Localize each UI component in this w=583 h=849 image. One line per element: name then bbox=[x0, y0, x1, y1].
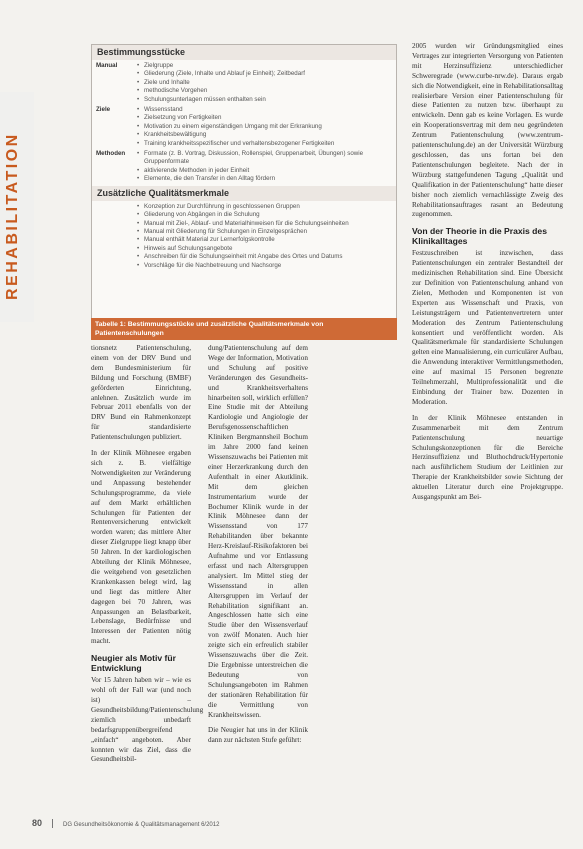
list-item: • Motivation zu einem eigenständigen Umgang mit der Erkrankung bbox=[136, 123, 392, 131]
list-item: • Schulungsunterlagen müssen enthalten sein bbox=[136, 96, 392, 104]
paragraph: Die Neugier hat uns in der Klinik dann zur nächsten Stufe geführt: bbox=[208, 726, 308, 745]
list-item: • Krankheitsbewältigung bbox=[136, 131, 392, 139]
list-item: • Zielsetzung von Fertigkeiten bbox=[136, 114, 392, 122]
row-spacer bbox=[96, 203, 136, 270]
list-item: • Manual mit Gliederung für Schulungen in Einzelgesprächen bbox=[136, 228, 392, 236]
subheading: Neugier als Motiv für Entwicklung bbox=[91, 653, 176, 674]
paragraph: Festzuschreiben ist inzwischen, dass Patientenschulungen ein zentraler Bestandteil der medizinischen Rehabilitation sind. Eine Übersicht zur Definition von Patientenschulung anhand von Zielen, Methoden und Komponenten ist von Experten aus Wissenschaft und Praxis, von Leistungsträgern und Patientenvertretern unter Moderation des Zentrum Patientenschulung konsentiert und veröffentlicht worden. Als Qualitätsmerkmale für standardisierte Schulungen gelten eine Manualisierung, ein curriculärer Aufbau, die Anwendung interaktiver Vermittlungsmethoden, eine auf maximal 15 Personen begrenzte Teilnehmerzahl, Multiprofessionalität und die Einbindung der Trainer bzw. Dozenten in Moderation. bbox=[412, 249, 563, 406]
paragraph: Vor 15 Jahren haben wir – wie es wohl oft der Fall war (und noch ist) – Gesundheitsbildung/Patientenschulung ziemlich unbedarft bedarfsgruppenübergreifend „einfach“ angeboten. Aber konnten wir das Ziel, dass die Gesundheitsbil- bbox=[91, 676, 204, 764]
list-item: • Manual mit Ziel-, Ablauf- und Materialhinweisen für die Schulungseinheiten bbox=[136, 220, 392, 228]
criteria-row bbox=[92, 62, 396, 104]
list-item: • Vorschläge für die Nachbetreuung und Nachsorge bbox=[136, 262, 392, 270]
list-item: • Konzeption zur Durchführung in geschlossenen Gruppen bbox=[136, 203, 392, 211]
paragraph: dung/Patientenschulung auf dem Wege der Information, Motivation und Schulung auf positive Veränderungen des Gesundheits- und Krankheitsverhaltens hinarbeiten soll, wirklich erfüllen? Eine Studie mit der Abteilung Kardiologie und Angiologie der Berufsgenossenschaftlichen Kliniken Bergmannsheil Bochum im Jahre 2000 fand keinen Wissenszuwachs bei Patienten mit einer Herzerkrankung durch den Aufenthalt in einer Akutklinik. Mit dem gleichen Instrumentarium wurde der Bochumer Klinik wurde in der Klinik Möhnesee dann der Wissensstand von 177 Rehabilitanden über bekannte Herz-Kreislauf-Risikofaktoren bei Aufnahme und vor Entlassung erfasst und nach Altersgruppen analysiert. Im Mittel stieg der Wissensstand in allen Altersgruppen im Verlauf der Rehabilitation signifikant an. Angeschlossen hatte sich eine Studie über den Wissensverlauf von zwölf Monaten. Auch hier zeigte sich ein erfreulich stabiler Wissenszuwachs über die Zeit. Die Ergebnisse unterstreichen die Bedeutung von Schulungsangeboten im Rahmen der stationären Rehabilitation für die Vermittlung von Krankheitswissen. bbox=[208, 344, 308, 719]
paragraph: In der Klinik Möhnesee ergaben sich z. B. vielfältige Notwendigkeiten zur Veränderung und Anpassung bestehender Schulungsprogramme, da viele auf dem Markt erhältlichen Schulungen für Patienten der Rentenversicherung entwickelt worden waren; das mittlere Alter dieser Zielgruppe liegt knapp über 50 Jahren. In der kardiologischen Abteilung der Klinik Möhnesee, die weitgehend von gesetzlichen Krankenkassen belegt wird, lag und liegt das mittlere Alter dagegen bei 70 Jahren, was Anpassungen an Belastbarkeit, Lebenslage, Bedürfnisse und Interessen der Patienten nötig macht. bbox=[91, 449, 191, 646]
text-column-2 bbox=[208, 344, 308, 752]
text-column-3 bbox=[412, 42, 563, 509]
list-item: • Wissensstand bbox=[136, 106, 392, 114]
row-label: Ziele bbox=[96, 106, 111, 114]
criteria-row bbox=[92, 150, 396, 184]
row-items bbox=[136, 106, 392, 148]
row-items bbox=[136, 62, 392, 104]
list-item: • methodische Vorgehen bbox=[136, 87, 392, 95]
list-item: • Training krankheitsspezifischer und verhaltensbezogener Fertigkeiten bbox=[136, 140, 392, 148]
criteria-row bbox=[92, 106, 396, 148]
list-item: • Anschreiben für die Schulungseinheit mit Angabe des Ortes und Datums bbox=[136, 253, 392, 261]
quality-list bbox=[136, 203, 392, 270]
list-item: • Ziele und Inhalte bbox=[136, 79, 392, 87]
row-label: Manual bbox=[96, 62, 118, 69]
section-label: REHABILITATION bbox=[4, 132, 21, 300]
page-footer bbox=[32, 818, 219, 828]
list-item: • Elemente, die den Transfer in den Alltag fördern bbox=[136, 175, 392, 183]
section-title-2: Zusätzliche Qualitätsmerkmale bbox=[92, 186, 396, 201]
list-item: • Manual enthält Material zur Lernerfolgskontrolle bbox=[136, 236, 392, 244]
list-item: • aktivierende Methoden in jeder Einheit bbox=[136, 167, 392, 175]
footer-divider bbox=[52, 819, 53, 828]
list-item: • Hinweis auf Schulungsangebote bbox=[136, 245, 392, 253]
criteria-rows bbox=[92, 60, 396, 184]
criteria-table bbox=[91, 44, 397, 334]
text-column-1 bbox=[91, 344, 204, 771]
section-title-1: Bestimmungsstücke bbox=[92, 45, 396, 60]
row-label: Methoden bbox=[96, 150, 126, 158]
list-item: • Formate (z. B. Vortrag, Diskussion, Rollenspiel, Gruppenarbeit, Übungen) sowie Gruppenformate bbox=[136, 150, 392, 167]
list-item: • Gliederung von Abgängen in die Schulung bbox=[136, 211, 392, 219]
journal-title: DG Gesundheitsökonomie & Qualitätsmanagement 6/2012 bbox=[63, 822, 220, 828]
table-caption: Tabelle 1: Bestimmungsstücke und zusätzliche Qualitätsmerkmale von Patientenschulungen bbox=[91, 318, 397, 340]
paragraph: 2005 wurden wir Gründungsmitglied eines Vertrages zur integrierten Versorgung von Patienten mit Herzinsuffizienz unterschiedlicher Schweregrade (www.curbe-nrw.de). Daraus ergab sich die Notwendigkeit, eine in Rehabilitationsalltag realisierbare Version einer Patientenschulung für diese Patienten zu nutzen bzw. überhaupt zu entwickeln. Denn gab es keine Vorlagen. Es wurde ein Kooperationsvertrag mit dem neu gegründeten Zentrum Patientenschulung (www.zentrum-patientenschulung.de) an der Universität Würzburg geschlossen, das uns fortan bei den Patientenschulungen begleitete. Nach der in Würzburg stattgefundenen Tagung „Qualität und Qualifikation in der Patientenschulung“ hatte dieser bisher noch ziemlich vernachlässigte Zweig des Rehabilitationsauftrages rasant an Bedeutung zugenommen. bbox=[412, 42, 563, 219]
page-number: 80 bbox=[32, 818, 43, 828]
paragraph: tionsnetz Patientenschulung, einem von der DRV Bund und dem Bundesministerium für Bildung und Forschung (BMBF) geförderten Einrichtung, anlehnen. Zusätzlich wurde im Februar 2011 ebenfalls von der DRV Bund ein Rahmenkonzept für standardisierte Patientenschulungen publiziert. bbox=[91, 344, 191, 442]
list-item: • Gliederung (Ziele, Inhalte und Ablauf je Einheit); Zeitbedarf bbox=[136, 70, 392, 78]
row-items bbox=[136, 150, 392, 184]
paragraph: In der Klinik Möhnesee entstanden in Zusammenarbeit mit dem Zentrum Patientenschulung neuartige Schulungskonzeptionen für die Bereiche Herzinsuffizienz und Bluthochdruck/Hypertonie nach ausführlichem Studium der Leitlinien zur Therapie der Krankheitsbilder sowie Sichtung der aktuellen Literatur durch eine Projektgruppe. Ausgangspunkt am Bei- bbox=[412, 413, 563, 502]
subheading: Von der Theorie in die Praxis des Klinikalltages bbox=[412, 226, 547, 247]
list-item: • Zielgruppe bbox=[136, 62, 392, 70]
